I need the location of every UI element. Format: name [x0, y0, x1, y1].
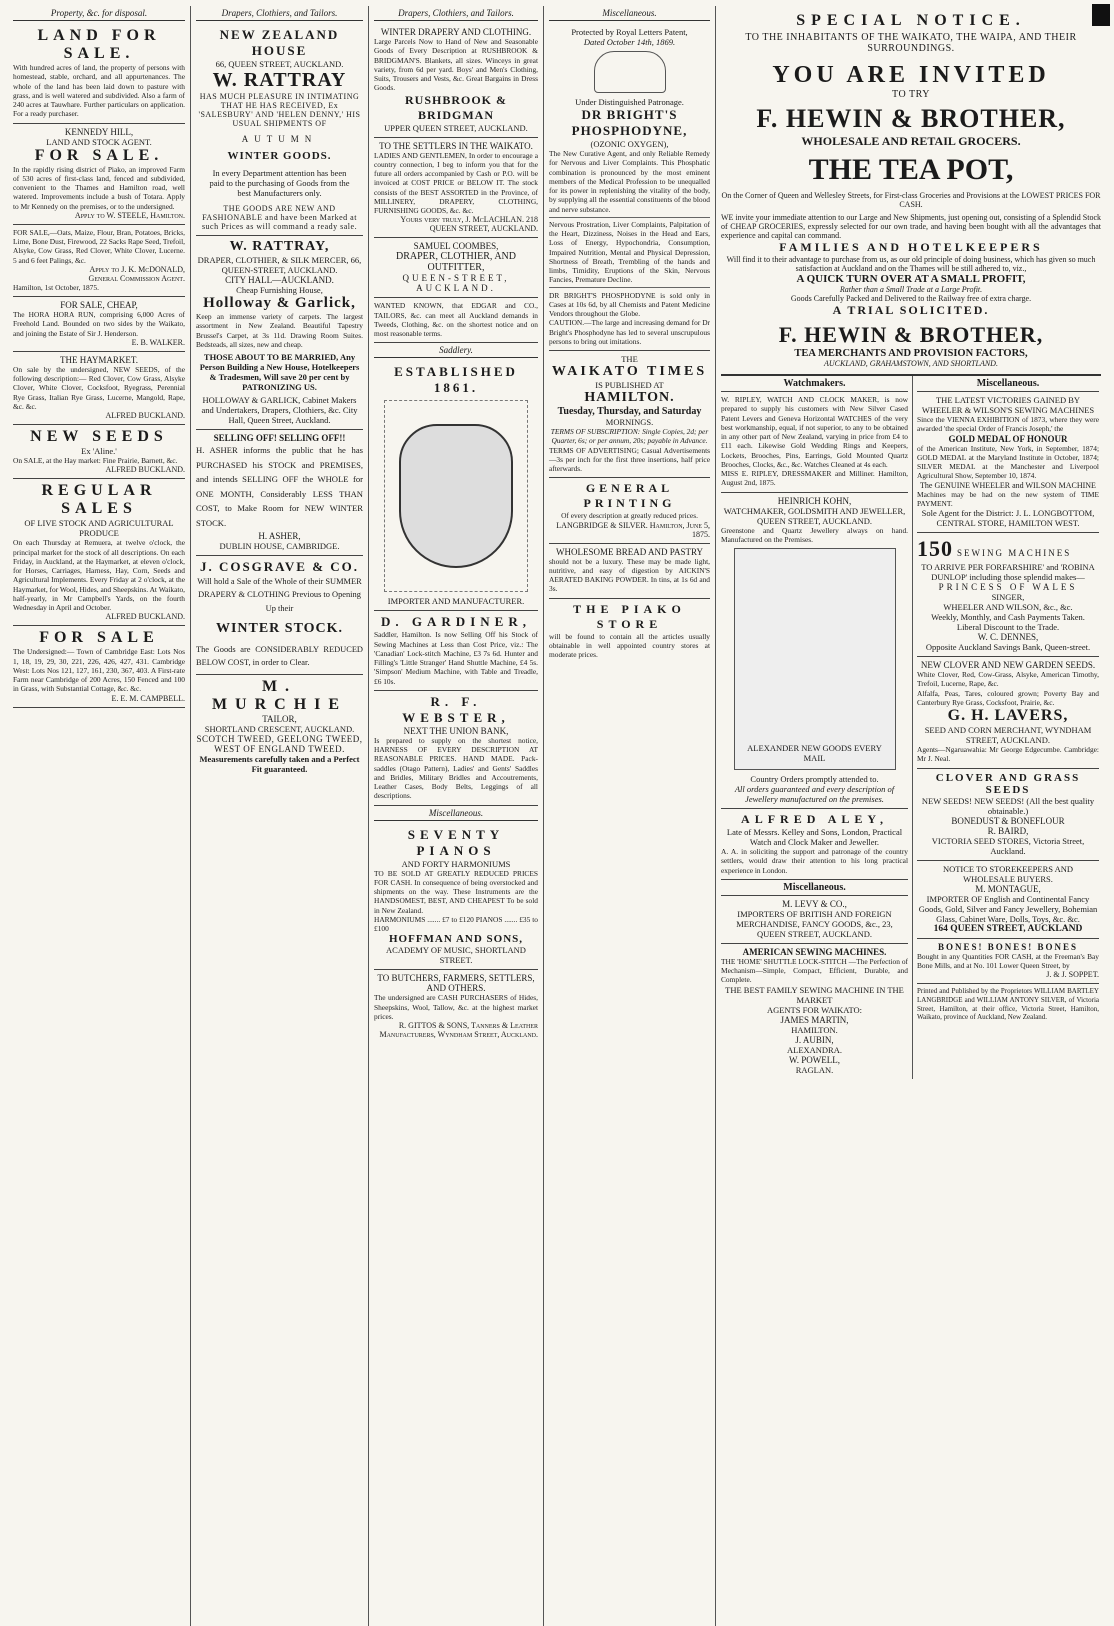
ad-days: Tuesday, Thursday, and Saturday	[557, 406, 702, 417]
ad-signature: J. & J. SOPPET.	[1046, 970, 1099, 979]
ad-subtitle: IMPORTER AND MANUFACTURER.	[387, 596, 525, 607]
ad-agents: AGENTS FOR WAIKATO:	[766, 1004, 863, 1015]
ad-genuine: The GENUINE WHEELER and WILSON MACHINE	[920, 480, 1096, 490]
section-header: Saddlery.	[374, 343, 538, 358]
phosphodyne-ad	[549, 24, 710, 351]
ad-title: LAND FOR SALE.	[37, 27, 161, 62]
edgar-ad	[374, 298, 538, 343]
ad-heading: M. MURCHIE	[211, 677, 348, 713]
section-header: Miscellaneous.	[374, 806, 538, 821]
ad-subtitle: Late of Messrs. Kelley and Sons, London, Practical Watch and Clock Maker and Jeweller.	[726, 827, 903, 847]
ad-firm: Holloway & Garlick,	[203, 295, 356, 311]
ad-address: VICTORIA SEED STORES, Victoria Street, Auckland.	[931, 835, 1085, 856]
hewin-name-2: F. HEWIN & BROTHER,	[778, 322, 1044, 347]
ad-signature: H. ASHER,	[258, 530, 301, 541]
ad-signature: Apply to W. STEELE, Hamilton.	[74, 210, 185, 220]
ad-medal: GOLD MEDAL OF HONOUR	[948, 433, 1068, 444]
ad-autumn: AUTUMN	[241, 134, 318, 144]
invite-body: WE invite your immediate attention to our Large and New Shipments, just opening out, consisting of a Splendid Stock of CHEAP GROCERIES, expressly selected for our own trade, and having been bought with all the advantages that experience and capital can command.	[721, 213, 1101, 240]
gardiner-ad	[374, 611, 538, 691]
ad-seeds: White Clover, Red, Cow-Grass, Alsyke, American Timothy, Trefoil, Lucerne, Rape, &c.	[917, 670, 1099, 689]
ad-body: Since the VIENNA EXHIBITION of 1873, where they were awarded 'the special Order of Francis Joseph,' the	[917, 415, 1099, 434]
aley-ad	[721, 809, 908, 880]
ad-body: should not be a luxury. These may be made light, nutritive, and easy of digestion by AICKIN'S AERATED BAKING POWDER. In tins, at 1s 6d and 3s.	[549, 556, 710, 594]
ad-address: Opposite Auckland Savings Bank, Queen-street.	[925, 642, 1091, 652]
invited-heading: YOU ARE INVITED	[772, 62, 1050, 88]
ad-signature: E. B. WALKER.	[131, 337, 185, 347]
ad-heading: R. F. WEBSTER,	[402, 693, 510, 725]
agent-name: W. POWELL,	[789, 1054, 840, 1065]
ad-heading: SAMUEL COOMBES,	[413, 241, 499, 252]
ad-heading: NOTICE TO STOREKEEPERS AND WHOLESALE BUYERS.	[942, 863, 1074, 884]
ad-subtitle: LAND AND STOCK AGENT.	[46, 136, 152, 147]
ripley-ad	[721, 392, 908, 493]
country-orders: Country Orders promptly attended to.	[750, 774, 879, 784]
coombes-ad	[374, 238, 538, 298]
ad-role: General Commission Agent.	[88, 273, 185, 283]
kohn-ad	[721, 493, 908, 810]
wiseman-ad	[374, 361, 538, 611]
ad-agents: Agents—Ngaruawahia: Mr George Edgecumbe. Cambridge: Mr J. Neal.	[917, 745, 1099, 764]
ad-heading: D. GARDINER,	[381, 614, 531, 630]
ad-name: W. RATTRAY,	[229, 239, 330, 254]
ad-heading: FOR SALE, CHEAP,	[60, 300, 138, 310]
ad-singer: SINGER,	[991, 592, 1025, 602]
ad-body: THE 'HOME' SHUTTLE LOCK-STITCH —The Perfection of Mechanism—Simple, Compact, Efficient, Durable, and Complete.	[721, 956, 908, 985]
ad-heading: THE LATEST VICTORIES GAINED BY WHEELER & WILSON'S SEWING MACHINES	[921, 395, 1095, 415]
waikato-times-ad	[549, 351, 710, 478]
trial-line: A TRIAL SOLICITED.	[832, 303, 990, 317]
ad-number: 150	[917, 536, 953, 561]
ad-heading: ESTABLISHED 1861.	[394, 364, 518, 396]
tea-merchants: TEA MERCHANTS AND PROVISION FACTORS,	[794, 348, 1028, 359]
ad-body: FOR SALE,—Oats, Maize, Flour, Bran, Potatoes, Bricks, Lime, Bone Dust, Firewood, 22 Sacks Rape Seed, Trefoil, Alsyke, Cow Grass, Red Clover, White Clover, Lucerne. 5 and 6 feet Palings, &c.	[13, 227, 185, 265]
ad-heading: THE HAYMARKET.	[60, 354, 138, 365]
quick-turn: A QUICK TURN OVER AT A SMALL PROFIT,	[796, 273, 1026, 285]
ad-body: The undersigned are CASH PURCHASERS of Hides, Sheepskins, Wool, Tallow, &c. at the highest market prices.	[374, 993, 538, 1021]
column-2	[191, 6, 369, 1626]
rushbrook-ad	[374, 24, 538, 138]
wheeler-wilson-ad	[917, 392, 1099, 533]
cosgrave-ad	[196, 556, 363, 675]
to-try: TO TRY	[892, 89, 930, 100]
piako-store-ad	[549, 599, 710, 664]
ad-address: SHORTLAND CRESCENT, AUCKLAND.	[204, 723, 355, 734]
ad-body: H. ASHER informs the public that he has PURCHASED his STOCK and PREMISES, and intends SELLING OFF the WHOLE for ONE MONTH, Considerably LESS THAN COST, to Make Room for NEW WINTER STOCK.	[196, 445, 363, 529]
ad-payment: Machines may be had on the new system of TIME PAYMENT.	[917, 489, 1099, 508]
ad-signature: Yours very truly, J. McLACHLAN. 218 QUEEN STREET, AUCKLAND.	[400, 215, 538, 234]
ad-new: THE GOODS ARE NEW AND FASHIONABLE and have been Marked at such Prices as will command a ready sale.	[201, 204, 358, 231]
ad-subtitle: (OZONIC OXYGEN),	[590, 139, 669, 149]
gittos-ad	[374, 970, 538, 1043]
saddle-illustration	[384, 400, 528, 592]
ad-body-2: of the American Institute, New York, in September, 1874; GOLD MEDAL at the Maryland Institute in October, 1874; SILVER MEDAL at the Manchester and Liverpool Agricultural Show, September 10, 1874.	[917, 443, 1099, 481]
ad-town: HAMILTON.	[584, 390, 675, 405]
ad-name: W. RATTRAY	[212, 69, 347, 91]
agent-town: ALEXANDRA.	[786, 1044, 842, 1055]
column-4	[544, 6, 716, 1626]
ad-body: Large Parcels Now to Hand of New and Seasonable Goods of Every Description at RUSHBROOK & BRIDGMAN'S. Blankets, all sizes. Winceys in great variety, from 6d per yard. Boys' and Men's Clothing, Suits, Trousers and Vests, &c. Great Bargains in Dress Goods.	[374, 37, 538, 93]
ad-subtitle: DRAPER, CLOTHIER, & SILK MERCER, 66, QUEEN-STREET, AUCKLAND.	[197, 255, 362, 275]
ad-city: CITY HALL—AUCKLAND.	[225, 275, 334, 285]
where-line: AUCKLAND, GRAHAMSTOWN, AND SHORTLAND.	[824, 359, 998, 368]
column-header: Miscellaneous.	[549, 6, 710, 21]
ad-address: 164 QUEEN STREET, AUCKLAND	[933, 923, 1083, 934]
ad-marry: THOSE ABOUT TO BE MARRIED, Any Person Building a New House, Hotelkeepers & Tradesmen, Will save 20 per cent by PATRONIZING US.	[199, 352, 360, 392]
ad-adv: TERMS OF ADVERTISING; Casual Advertisements—3s per inch for the first three insertions, half price afterwards.	[549, 445, 710, 473]
ad-winter: WINTER GOODS.	[227, 150, 332, 162]
agent-town: RAGLAN.	[795, 1064, 834, 1075]
guarantee: All orders guaranteed and every description of Jewellery manufactured on the premises.	[734, 784, 895, 804]
ad-heading: GENERAL PRINTING	[583, 481, 676, 511]
ad-best: THE BEST FAMILY SEWING MACHINE IN THE MARKET	[725, 984, 904, 1005]
hewin-name: F. HEWIN & BROTHER,	[756, 104, 1066, 133]
agent-town: HAMILTON.	[791, 1024, 838, 1035]
ad-list: Nervous Prostration, Liver Complaints, Palpitation of the Heart, Dizziness, Noises in the Head and Ears, Loss of Energy, Hypochondria, Consumption, Impaired Nutrition, Mental and Physical Depression, Shortness of Breath, Trembling of the hands and limbs, Timidity, Eruptions of the Skin, Nervous Fancies, Premature Decline.	[549, 217, 710, 288]
ad-body: HAS MUCH PLEASURE IN INTIMATING THAT HE HAS RECEIVED, Ex 'SALESBURY' AND 'HELEN DENNY,' HIS USUAL SHIPMENTS OF	[198, 92, 361, 128]
column-1	[8, 6, 191, 1626]
ad-subtitle: NEW SEEDS! NEW SEEDS! (All the best quality obtainable.)	[921, 795, 1095, 816]
ad-subtitle: OF LIVE STOCK AND AGRICULTURAL PRODUCE	[24, 518, 174, 539]
ad-subtitle: SEED AND CORN MERCHANT, WYNDHAM STREET, AUCKLAND.	[924, 725, 1092, 745]
printed-by: Printed and Published by the Proprietors WILLIAM BARTLEY LANGBRIDGE and WILLIAM ANTONY SILVER, of Victoria Street, Hamilton, at their office, Victoria Street, Hamilton, Waikato, province of Auckland, New Zealand.	[917, 987, 1099, 1022]
ad-signature: R. GITTOS & SONS, Tanners & Leather Manufacturers, Wyndham Street, Auckland.	[379, 1021, 538, 1039]
ad-name: W. C. DENNES,	[977, 632, 1039, 642]
royal-crest-icon	[594, 51, 666, 93]
ad-body: will be found to contain all the articles usually obtainable in well appointed country stores at moderate prices.	[549, 631, 710, 659]
lavers-ad	[917, 657, 1099, 769]
regular-sales-ad	[13, 479, 185, 626]
baking-powder-ad	[549, 544, 710, 599]
ad-patent: Protected by Royal Letters Patent,	[571, 27, 688, 37]
ad-body: Saddler, Hamilton. Is now Selling Off his Stock of Sewing Machines at Less than Cost Price, viz.: The 'Canadian' Lock-stitch Machine, £3 7s 6d. Hunter and Filling's 'Little Stranger' Hand Shuttle Machine, £4 5s. 'Simpson' Medium Machine, with Table and Treadle, £6 10s.	[374, 630, 538, 686]
ad-patronage: Under Distinguished Patronage.	[575, 97, 684, 107]
ad-liberal: Liberal Discount to the Trade.	[956, 622, 1060, 632]
ad-name: R. BAIRD,	[987, 825, 1029, 836]
ad-date: Hamilton, 1st October, 1875.	[13, 282, 99, 292]
ad-body: In the rapidly rising district of Piako, an improved Farm of 530 acres of first-class land, fenced and subdivided, convenient to the Thames and Hamilton road, well watered. Improvements include a bush of Totara. Apply to Mr Kennedy on the premises, or to the undersigned.	[13, 164, 185, 211]
corner-line: On the Corner of Queen and Wellesley Streets, for First-class Groceries and Provisions at the LOWEST PRICES FOR CASH.	[721, 191, 1101, 209]
ad-heading: WAIKATO TIMES	[551, 364, 708, 379]
ad-name: M. MONTAGUE,	[975, 883, 1041, 894]
asher-ad	[196, 430, 363, 556]
ad-body: WANTED KNOWN, that EDGAR and CO., TAILORS, &c. can meet all Auckland demands in Tweeds, Clothing, &c. on the shortest notice and on most reasonable terms.	[374, 301, 538, 338]
ad-name: G. H. LAVERS,	[947, 707, 1069, 724]
baird-ad	[917, 769, 1099, 861]
ad-heading: CLOVER AND GRASS SEEDS	[935, 771, 1081, 796]
ad-big: WINTER STOCK.	[215, 620, 344, 636]
ad-ww: WHEELER AND WILSON, &c., &c.	[943, 602, 1073, 612]
ad-cheap: Cheap Furnishing House,	[236, 285, 323, 295]
saddle-icon	[399, 424, 513, 568]
ad-every: In every Department attention has been paid to the purchasing of Goods from the best Manufacturers only.	[209, 168, 350, 198]
ad-subtitle: AND FORTY HARMONIUMS	[401, 858, 511, 869]
murchie-ad	[196, 675, 363, 778]
ad-caution: CAUTION.—The large and increasing demand for Dr Bright's Phosphodyne has led to several unscrupulous persons to bring out imitations.	[549, 318, 710, 346]
ad-signature: ALFRED BUCKLAND.	[105, 465, 185, 475]
ad-heading: SEWING MACHINES	[957, 548, 1072, 558]
imprint	[917, 984, 1099, 1026]
ad-heading: NEW CLOVER AND NEW GARDEN SEEDS.	[920, 660, 1096, 670]
cambridge-lots-ad	[13, 626, 185, 707]
ad-heading: THE PIAKO STORE	[573, 601, 686, 631]
ad-heading: M. LEVY & CO.,	[782, 898, 847, 909]
column-header: Drapers, Clothiers, and Tailors.	[196, 6, 363, 21]
ad-body: Is prepared to supply on the shortest notice, HARNESS OF EVERY DESCRIPTION AT REASONABLE PRICES. HAND MADE. Pack-saddles (Otago Pattern), Ladies' and Gents' Saddles and Bridles, Military Bridles and Accoutrements, Leather Cases, Body Belts, Leggings of all descriptions.	[374, 735, 538, 801]
ad-address: QUEEN-STREET, AUCKLAND.	[402, 273, 510, 294]
holloway-ad	[196, 236, 363, 430]
ad-heading: AMERICAN SEWING MACHINES.	[742, 946, 887, 957]
ad-prices: HARMONIUMS ....... £7 to £120 PIANOS ....... £35 to £100	[374, 914, 538, 933]
section-header: Watchmakers.	[721, 376, 908, 392]
new-seeds-ad	[13, 425, 185, 479]
ad-signature: Apply to J. K. McDONALD,	[89, 264, 185, 274]
ad-agent: Sole Agent for the District: J. L. LONGBOTTOM, CENTRAL STORE, HAMILTON WEST.	[921, 508, 1095, 528]
ad-heading: J. COSGRAVE & CO.	[199, 558, 360, 574]
ad-heading: WINTER DRAPERY AND CLOTHING.	[380, 27, 532, 37]
families-heading: FAMILIES AND HOTELKEEPERS	[779, 240, 1043, 254]
hoffman-ad	[374, 824, 538, 971]
bones-ad	[917, 939, 1099, 985]
printing-ad	[549, 478, 710, 543]
agent-name: JAMES MARTIN,	[780, 1014, 849, 1025]
mcdonald-ad	[13, 225, 185, 297]
ad-subtitle: NEXT THE UNION BANK,	[403, 725, 509, 736]
section-header: Miscellaneous.	[721, 880, 908, 896]
ad-signature: HOLLOWAY & GARLICK, Cabinet Makers and Undertakers, Drapers, Clothiers, &c. City Hall, Queen Street, Auckland.	[201, 395, 358, 425]
ad-body: The Undersigned:— Town of Cambridge East: Lots Nos 1, 18, 19, 29, 30, 221, 226, 426, 427, 431. Cambridge West: Lots Nos 121, 127, 161, 230, 367, 403. A First-rate Farm near Cambridge of 200 Acres, 150 Fenced and 100 in Grass, with Substantial Cottage, &c. &c.	[13, 647, 185, 694]
ad-body: On sale by the undersigned, NEW SEEDS, of the following description:— Red Clover, Cow Grass, Alsyke Clover, White Clover, Cocksfoot, Ryegrass, Perennial Rye Grass, Italian Rye Grass, Lucerne, Mangold, Rape, &c. &c.	[13, 364, 185, 411]
ad-heading: SEVENTY PIANOS	[407, 826, 505, 858]
ad-address: 66, QUEEN STREET, AUCKLAND.	[215, 59, 344, 69]
ad-foot: DR BRIGHT'S PHOSPHODYNE is sold only in Cases at 10s 6d, by all Chemists and Patent Medicine Vendors throughout the Globe.	[549, 290, 710, 318]
ad-pre: THE	[621, 354, 638, 364]
ad-subtitle: Ex 'Aline.'	[81, 446, 117, 456]
ad-body: Greenstone and Quartz Jewellery always on hand. Manufactured on the Premises.	[721, 525, 908, 544]
ad-terms: TERMS OF SUBSCRIPTION: Single Copies, 2d; per Quarter, 6s; or per annum, 20s; payable in Advance.	[550, 427, 709, 446]
ad-date: Dated October 14th, 1869.	[583, 37, 676, 47]
ad-name: RUSHBROOK & BRIDGMAN	[404, 92, 507, 122]
special-notice-title: SPECIAL NOTICE.	[796, 12, 1026, 29]
ad-body: Bought in any Quantities FOR CASH, at the Freeman's Bay Bone Mills, and at No. 101 Lower Queen Street, by	[917, 951, 1099, 970]
watchmakers-column	[721, 376, 913, 1079]
ad-heading: ALFRED ALEY,	[741, 812, 888, 826]
scissors-illustration	[734, 548, 896, 770]
haymarket-ad	[13, 352, 185, 425]
ad-body: SCOTCH TWEED, GEELONG TWEED, WEST OF ENGLAND TWEED.	[196, 733, 363, 754]
hewin-notice	[721, 12, 1101, 368]
ad-body: On SALE, at the Hay market: Fine Prairie, Barnett, &c.	[13, 456, 178, 465]
montague-ad	[917, 861, 1099, 939]
land-for-sale-ad	[13, 24, 185, 124]
dennes-ad	[917, 533, 1099, 657]
ad-body: The HORA HORA RUN, comprising 6,000 Acres of Freehold Land. Bounded on two sides by the Waikato, and joining the Estate of Sir J. Henderson.	[13, 310, 185, 338]
ad-foot: Measurements carefully taken and a Perfect Fit guaranteed.	[199, 753, 360, 774]
ad-heading: DR BRIGHT'S PHOSPHODYNE,	[571, 107, 688, 138]
ad-subtitle-2: ACADEMY OF MUSIC, SHORTLAND STREET.	[386, 945, 526, 966]
misc-column	[913, 376, 1099, 1079]
ad-alfalfa: Alfalfa, Peas, Tares, coloured grown; Poverty Bay and Canterbury Rye Grass, Cocksfoot, Prairie, &c.	[917, 688, 1099, 707]
ad-body: IMPORTER OF English and Continental Fancy Goods, Gold, Silver and Fancy Jewellery, Bohemian Glass, Cabinet Ware, Dolls, Toys, &c. &c.	[918, 893, 1098, 924]
ad-signature: ALFRED BUCKLAND.	[105, 612, 185, 622]
ad-heading: WHOLESOME BREAD AND PASTRY	[556, 546, 703, 557]
section-header: Miscellaneous.	[917, 376, 1099, 392]
hora-hora-ad	[13, 297, 185, 352]
ad-address: UPPER QUEEN STREET, AUCKLAND.	[384, 122, 528, 133]
ad-signature: E. E. M. CAMPBELL.	[111, 693, 185, 703]
ad-body: LADIES AND GENTLEMEN, In order to encourage a country connection, I beg to inform you that for the future all orders accompanied by Cash or P.O. will be invoiced at COST PRICE or BELOW IT. The stock consists of the BEST ASSORTED in the Province, of MILLINERY, DRAPERY, CLOTHING, FURNISHING GOODS, &c. &c.	[374, 150, 538, 215]
column-header: Property, &c. for disposal.	[13, 6, 185, 21]
ad-signature: LANGBRIDGE & SILVER. Hamilton, June 5, 1875.	[556, 520, 710, 539]
inhabitants-line: TO THE INHABITANTS OF THE WAIKATO, THE WAIPA, AND THEIR SURROUNDINGS.	[745, 32, 1077, 54]
sewing-ad	[721, 944, 908, 1079]
ad-title: KENNEDY HILL,	[64, 126, 134, 137]
ad-body: The New Curative Agent, and only Reliable Remedy for Nervous and Liver Complaints. This Phosphatic combination is pronounced by the most eminent members of the Medical Profession to be unequalled for its power in replenishing the vitality of the body, by supplying all the essential constituents of the blood and nerve substance.	[549, 149, 710, 214]
ad-body: TO ARRIVE PER FORFARSHIRE' and 'ROBINA DUNLOP' including those splendid makes—	[921, 562, 1095, 582]
ad-subtitle: DUBLIN HOUSE, CAMBRIDGE.	[219, 540, 340, 551]
ad-miss: MISS E. RIPLEY, DRESSMAKER and Milliner. Hamilton, August 2nd, 1875.	[721, 469, 908, 488]
wholesale-line: WHOLESALE AND RETAIL GROCERS.	[801, 134, 1021, 148]
ad-title: NEW ZEALAND HOUSE	[219, 27, 340, 58]
ad-body: A. A. in soliciting the support and patronage of the country settlers, would draw their attention to his long practical experience in London.	[721, 847, 908, 875]
column-3	[369, 6, 544, 1626]
ad-body: Will hold a Sale of the Whole of their SUMMER DRAPERY & CLOTHING Previous to Opening Up their	[197, 576, 362, 613]
ad-heading: TO BUTCHERS, FARMERS, SETTLERS, AND OTHERS.	[377, 973, 535, 994]
column-5-subcolumns	[721, 374, 1101, 1079]
rattray-ad	[196, 24, 363, 236]
kennedy-hill-ad	[13, 124, 185, 225]
ad-body: DRAPER, CLOTHIER, AND OUTFITTER,	[395, 251, 516, 274]
ad-bonedust: BONEDUST & BONEFLOUR	[951, 815, 1065, 826]
column-header: Drapers, Clothiers, and Tailors.	[374, 6, 538, 21]
ad-body: Keep an immense variety of carpets. The largest assortment in New Zealand. Beautiful Tapestry Brussel's Carpet, at 3s 11d. Drawing Room Suites. Bedsteads, all sizes, new and cheap.	[196, 312, 363, 349]
ad-heading: FOR SALE	[39, 629, 159, 647]
ad-heading: TO THE SETTLERS IN THE WAIKATO.	[379, 140, 533, 151]
ad-heading: FOR SALE.	[34, 146, 164, 164]
ad-heading: NEW SEEDS	[30, 428, 168, 445]
tea-pot-title: THE TEA POT,	[808, 153, 1014, 186]
ad-heading: BONES! BONES! BONES	[937, 941, 1079, 952]
ad-weekly: Weekly, Monthly, and Cash Payments Taken.	[931, 612, 1085, 622]
ad-body: IMPORTERS OF BRITISH AND FOREIGN MERCHANDISE, FANCY GOODS, &c., 23, QUEEN STREET, AUCKLAND.	[736, 908, 893, 939]
ad-foot: The Goods are CONSIDERABLY REDUCED BELOW COST, in order to Clear.	[196, 644, 363, 668]
mclachlan-ad	[374, 138, 538, 239]
families-body: Will find it to their advantage to purchase from us, as our old principle of doing business, which has given so much satisfaction at Auckland and on the Thames will be still adhered to, viz.,	[726, 255, 1096, 273]
scissors-caption: ALEXANDER NEW GOODS EVERY MAIL	[747, 743, 882, 763]
goods-line: Goods Carefully Packed and Delivered to the Railway free of extra charge.	[790, 294, 1032, 303]
ad-subtitle: TAILOR,	[262, 713, 297, 724]
ad-heading: HEINRICH KOHN,	[777, 495, 852, 506]
ad-name: HOFFMAN AND SONS,	[388, 933, 524, 946]
ad-body: Of every description at greatly reduced prices.	[561, 511, 698, 521]
ad-princess: PRINCESS OF WALES	[938, 582, 1078, 592]
ad-body: TO BE SOLD AT GREATLY REDUCED PRICES FOR CASH. In consequence of being overstocked and shipments on the way. These Instruments are the HANDSOMEST, BEST, AND CHEAPEST To be sold in New Zealand.	[374, 868, 538, 915]
ad-subtitle: WATCHMAKER, GOLDSMITH AND JEWELLER, QUEEN STREET, AUCKLAND.	[723, 505, 906, 526]
ad-heading: SELLING OFF! SELLING OFF!!	[213, 433, 346, 443]
ad-body: On each Thursday at Remuera, at twelve o'clock, the principal market for the stock of all descriptions. On each Friday, in Auckland, at the Haymarket, at eleven o'clock, for Horses, Carriages, Harness, Hay, Corn, Seeds and Agricultural Implements. Every Friday at 2 o'clock, at the Haymarket, for Wool, Hides, and Sheepskins. At Waikato, half-yearly, in Mr Campbell's Yards, on the fourth Wednesday in April and October.	[13, 538, 185, 612]
column-5	[716, 6, 1106, 1626]
webster-ad	[374, 691, 538, 806]
corner-mark	[1092, 4, 1110, 26]
rather-line: Rather than a Small Trade at a Large Profit.	[839, 285, 983, 294]
ad-body: With hundred acres of land, the property of persons with homestead, stable, orchard, and all appurtenances. The whole of the land has been laid down to pasture with grass, and is well watered and subdivided. Also a farm of 240 acres at Tauwhare. Further particulars on application. For a ready purchaser.	[13, 63, 185, 119]
ad-mid: IS PUBLISHED AT	[595, 380, 664, 390]
ad-morn: MORNINGS.	[605, 417, 654, 427]
ad-body: W. RIPLEY, WATCH AND CLOCK MAKER, is now prepared to supply his customers with New Silver Cased Patent Levers and Geneva Horizontal WATCHES of the very best workmanship, equal, if not superior, to any to be obtained in any other part of New Zealand, varying in price from £4 to £11 each. Likewise Gold Wedding Rings and Keepers, Lockets, Brooches, Pins, Earrings, Gold Mounted Quartz Brooches, Clocks, &c., &c. Watches Cleaned at 4s each.	[721, 395, 908, 469]
ad-heading: REGULAR SALES	[41, 482, 157, 518]
agent-name: J. AUBIN,	[795, 1034, 834, 1045]
levy-ad	[721, 896, 908, 944]
ad-signature: ALFRED BUCKLAND.	[105, 411, 185, 420]
